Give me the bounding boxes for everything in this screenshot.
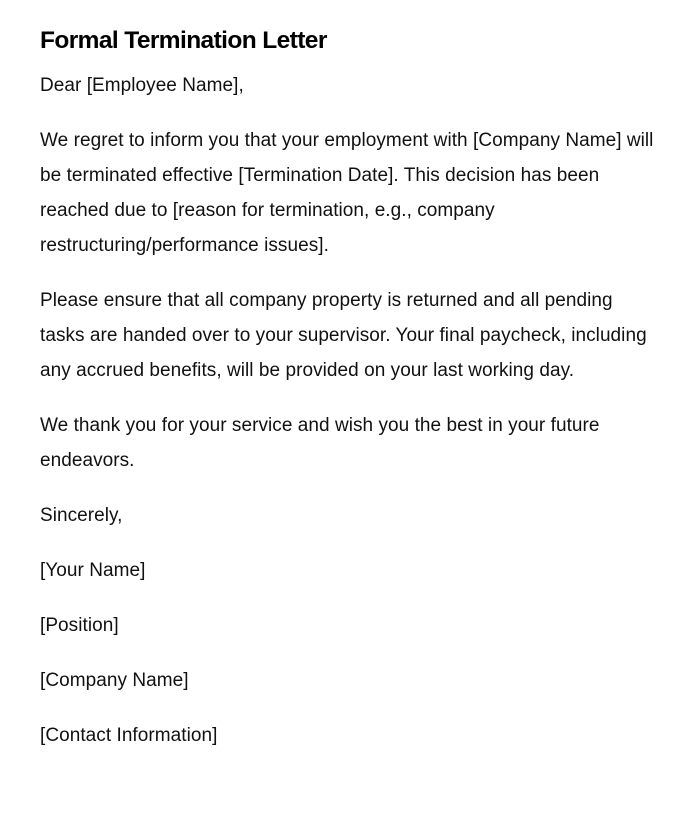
letter-paragraph-instructions: Please ensure that all company property is returned and all pending tasks are handed over to your supervisor. Your final paycheck, including any accrued benefits, will be provided on your last working day. bbox=[40, 290, 647, 381]
letter-closing: Sincerely, bbox=[40, 505, 123, 526]
letter-paragraph-notice: We regret to inform you that your employment with [Company Name] will be terminated effective [Termination Date]. This decision has been reached due to [reason for termination, e.g., company restructuring/performance issues]. bbox=[40, 130, 654, 256]
signature-contact: [Contact Information] bbox=[40, 725, 218, 746]
signature-position: [Position] bbox=[40, 615, 119, 636]
signature-block bbox=[40, 553, 660, 753]
signature-name: [Your Name] bbox=[40, 560, 146, 581]
letter-paragraph-thanks: We thank you for your service and wish you the best in your future endeavors. bbox=[40, 415, 600, 471]
signature-company: [Company Name] bbox=[40, 670, 189, 691]
letter-title: Formal Termination Letter bbox=[40, 27, 327, 54]
letter-salutation: Dear [Employee Name], bbox=[40, 75, 244, 96]
